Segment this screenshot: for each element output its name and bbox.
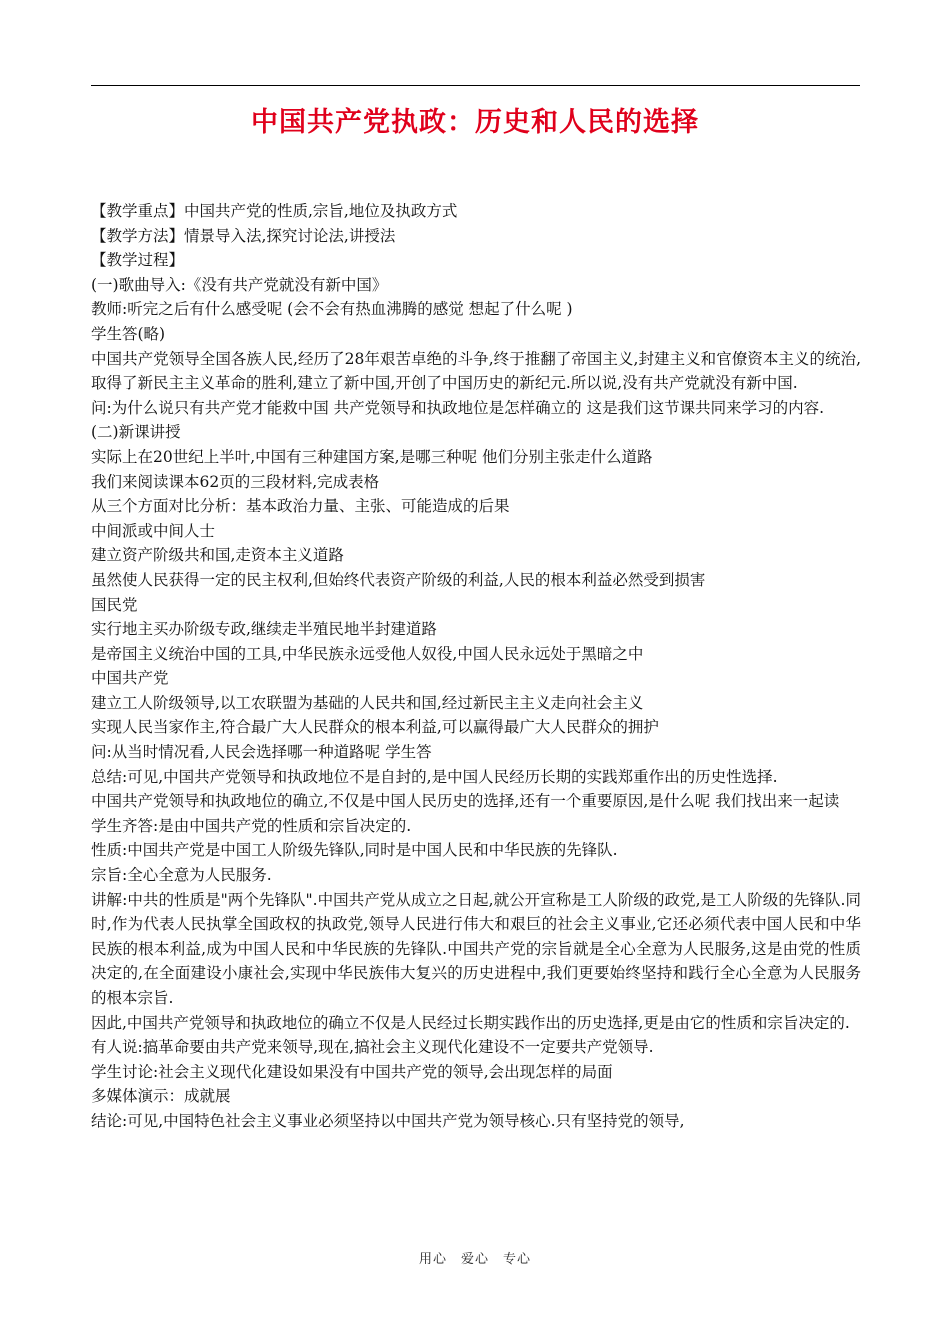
paragraph: 结论:可见,中国特色社会主义事业必须坚持以中国共产党为领导核心.只有坚持党的领导, xyxy=(91,1111,685,1130)
paragraph: 我们来阅读课本62页的三段材料,完成表格 xyxy=(91,472,380,491)
paragraph: 建立资产阶级共和国,走资本主义道路 xyxy=(91,546,344,565)
document-body xyxy=(91,199,861,1134)
paragraph: 性质:中国共产党是中国工人阶级先锋队,同时是中国人民和中华民族的先锋队. xyxy=(91,841,618,860)
paragraph: 问:从当时情况看,人民会选择哪一种道路呢 学生答 xyxy=(91,743,432,762)
paragraph: 【教学过程】 xyxy=(91,251,185,270)
paragraph: 问:为什么说只有共产党才能救中国 共产党领导和执政地位是怎样确立的 这是我们这节课共同来学习的内容. xyxy=(91,398,825,417)
paragraph: 【教学方法】情景导入法,探究讨论法,讲授法 xyxy=(91,226,396,245)
paragraph: 虽然使人民获得一定的民主权利,但始终代表资产阶级的利益,人民的根本利益必然受到损害 xyxy=(91,570,706,589)
paragraph: 是帝国主义统治中国的工具,中华民族永远受他人奴役,中国人民永远处于黑暗之中 xyxy=(91,644,644,663)
page-title: 中国共产党执政：历史和人民的选择 xyxy=(251,107,699,138)
paragraph: 因此,中国共产党领导和执政地位的确立不仅是人民经过长期实践作出的历史选择,更是由它的性质和宗旨决定的. xyxy=(91,1013,850,1032)
paragraph: 国民党 xyxy=(91,595,138,614)
paragraph: 【教学重点】中国共产党的性质,宗旨,地位及执政方式 xyxy=(91,202,458,220)
paragraph: 多媒体演示：成就展 xyxy=(91,1087,231,1106)
paragraph: 教师:听完之后有什么感受呢 (会不会有热血沸腾的感觉 想起了什么呢 ) xyxy=(91,300,573,319)
paragraph: (一)歌曲导入:《没有共产党就没有新中国》 xyxy=(91,275,388,294)
paragraph: 中国共产党领导全国各族人民,经历了28年艰苦卓绝的斗争,终于推翻了帝国主义,封建主义和官僚资本主义的统治,取得了新民主主义革命的胜利,建立了新中国,开创了中国历史的新纪元.所以说,没有共产党就没有新中国. xyxy=(91,349,861,393)
paragraph: 学生齐答:是由中国共产党的性质和宗旨决定的. xyxy=(91,816,412,835)
paragraph: 建立工人阶级领导,以工农联盟为基础的人民共和国,经过新民主主义走向社会主义 xyxy=(91,693,644,712)
paragraph: 实际上在20世纪上半叶,中国有三种建国方案,是哪三种呢 他们分别主张走什么道路 xyxy=(91,447,653,466)
paragraph: (二)新课讲授 xyxy=(91,423,181,442)
paragraph: 宗旨:全心全意为人民服务. xyxy=(91,866,272,885)
paragraph: 从三个方面对比分析：基本政治力量、主张、可能造成的后果 xyxy=(91,497,510,516)
paragraph: 中间派或中间人士 xyxy=(91,521,216,540)
paragraph: 讲解:中共的性质是"两个先锋队".中国共产党从成立之日起,就公开宣称是工人阶级的政党,是工人阶级的先锋队.同时,作为代表人民执掌全国政权的执政党,领导人民进行伟大和艰巨的社会主义事业,它还必须代表中国人民和中华民族的根本利益,成为中国人民和中华民族的先锋队.中国共产党的宗旨就是全心全意为人民服务,这是由党的性质决定的,在全面建设小康社会,实现中华民族伟大复兴的历史进程中,我们更要始终坚持和践行全心全意为人民服务的根本宗旨. xyxy=(91,890,861,1007)
paragraph: 中国共产党 xyxy=(91,669,169,688)
paragraph: 实现人民当家作主,符合最广大人民群众的根本利益,可以赢得最广大人民群众的拥护 xyxy=(91,718,659,737)
header-rule xyxy=(91,85,860,86)
page-footer: 用心 爱心 专心 xyxy=(418,1252,531,1267)
paragraph: 学生讨论:社会主义现代化建设如果没有中国共产党的领导,会出现怎样的局面 xyxy=(91,1062,613,1081)
paragraph: 实行地主买办阶级专政,继续走半殖民地半封建道路 xyxy=(91,620,437,639)
paragraph: 有人说:搞革命要由共产党来领导,现在,搞社会主义现代化建设不一定要共产党领导. xyxy=(91,1038,654,1057)
paragraph: 中国共产党领导和执政地位的确立,不仅是中国人民历史的选择,还有一个重要原因,是什么呢 我们找出来一起读 xyxy=(91,792,840,811)
paragraph: 学生答(略) xyxy=(91,324,166,343)
paragraph: 总结:可见,中国共产党领导和执政地位不是自封的,是中国人民经历长期的实践郑重作出的历史性选择. xyxy=(91,767,778,786)
